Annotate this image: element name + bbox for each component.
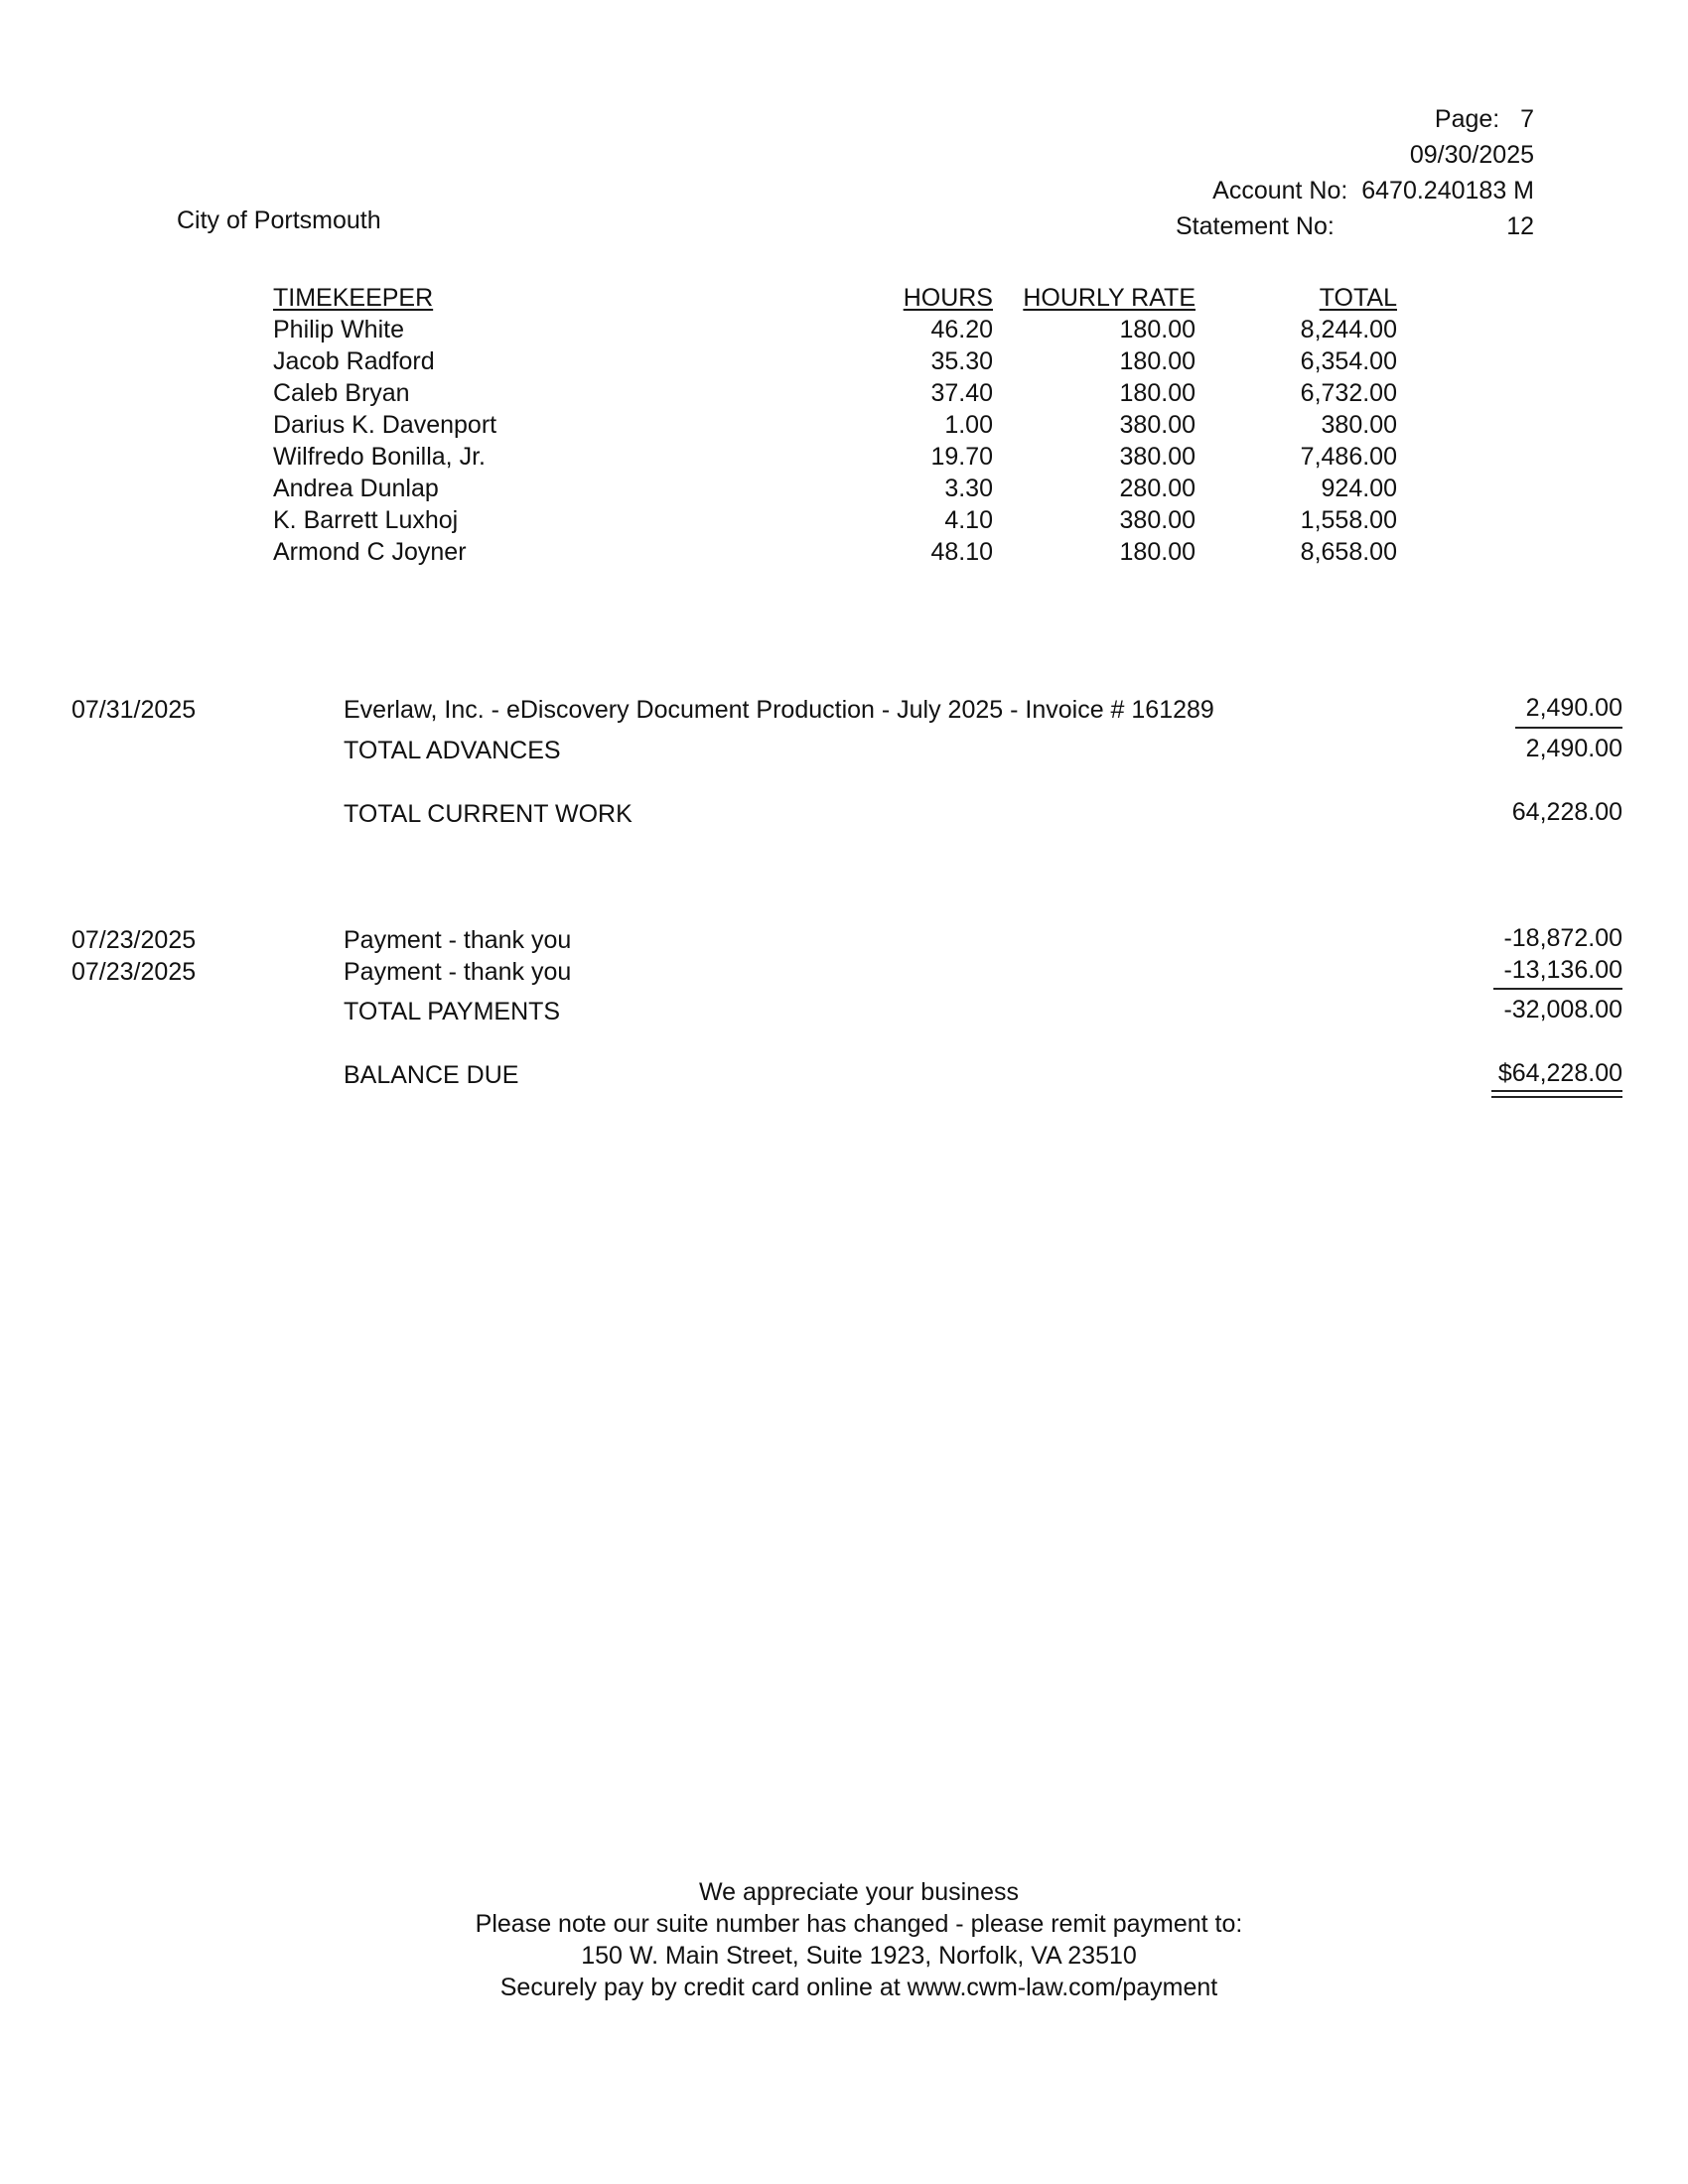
column-header-hourly-rate: HOURLY RATE	[1023, 284, 1196, 312]
total-payments-amount: -32,008.00	[1503, 996, 1622, 1024]
timekeeper-header-row	[0, 286, 1688, 318]
timekeeper-rate: 380.00	[1119, 506, 1196, 534]
timekeeper-hours: 37.40	[930, 379, 993, 407]
client-name: City of Portsmouth	[177, 206, 381, 234]
page-label: Page:	[1434, 105, 1500, 133]
payment-description: Payment - thank you	[344, 958, 572, 986]
timekeeper-hours: 35.30	[930, 347, 993, 375]
timekeeper-hours: 1.00	[944, 411, 993, 439]
timekeeper-total: 7,486.00	[1300, 443, 1397, 471]
statement-label: Statement No:	[1176, 212, 1335, 240]
account-info	[1212, 179, 1534, 204]
timekeeper-name: Andrea Dunlap	[273, 475, 439, 502]
timekeeper-total: 6,732.00	[1300, 379, 1397, 407]
timekeeper-name: Armond C Joyner	[273, 538, 467, 566]
timekeeper-name: Philip White	[273, 316, 404, 343]
column-header-timekeeper: TIMEKEEPER	[273, 284, 434, 312]
timekeeper-rate: 180.00	[1119, 347, 1196, 375]
total-advances-label: TOTAL ADVANCES	[344, 737, 561, 764]
timekeeper-rate: 180.00	[1119, 379, 1196, 407]
footer-address: 150 W. Main Street, Suite 1923, Norfolk, VA 23510	[581, 1942, 1137, 1970]
timekeeper-total: 924.00	[1321, 475, 1397, 502]
balance-due-amount: $64,228.00	[1497, 1059, 1622, 1087]
page-info	[1435, 107, 1534, 132]
table-row	[0, 540, 1688, 572]
table-row	[0, 508, 1688, 540]
payment-amount: -13,136.00	[1503, 956, 1622, 984]
timekeeper-rate: 380.00	[1119, 443, 1196, 471]
timekeeper-rate: 280.00	[1119, 475, 1196, 502]
payment-amount: -18,872.00	[1503, 924, 1622, 952]
table-row	[0, 413, 1688, 445]
footer-remit-note: Please note our suite number has changed - please remit payment to:	[475, 1910, 1243, 1938]
advance-amount: 2,490.00	[1525, 694, 1622, 722]
timekeeper-rate: 380.00	[1119, 411, 1196, 439]
total-double-rule	[1491, 1090, 1622, 1098]
statement-date: 09/30/2025	[1409, 141, 1534, 169]
timekeeper-name: Wilfredo Bonilla, Jr.	[273, 443, 486, 471]
footer-thanks: We appreciate your business	[699, 1878, 1019, 1906]
timekeeper-rate: 180.00	[1119, 316, 1196, 343]
timekeeper-total: 380.00	[1321, 411, 1397, 439]
column-header-total: TOTAL	[1319, 284, 1397, 312]
table-row	[0, 477, 1688, 508]
advance-date: 07/31/2025	[71, 696, 197, 724]
footer	[0, 1880, 1688, 2007]
timekeeper-hours: 48.10	[930, 538, 993, 566]
timekeeper-name: K. Barrett Luxhoj	[273, 506, 459, 534]
table-row	[0, 445, 1688, 477]
timekeeper-hours: 19.70	[930, 443, 993, 471]
total-current-work-label: TOTAL CURRENT WORK	[344, 800, 633, 828]
subtotal-rule	[1515, 727, 1622, 729]
subtotal-rule	[1493, 988, 1622, 990]
table-row	[0, 318, 1688, 349]
timekeeper-hours: 46.20	[930, 316, 993, 343]
statement-number: 12	[1506, 212, 1534, 240]
account-label: Account No:	[1212, 177, 1348, 205]
footer-payment-link: Securely pay by credit card online at www.cwm-law.com/payment	[499, 1974, 1218, 2001]
timekeeper-total: 6,354.00	[1300, 347, 1397, 375]
total-advances-amount: 2,490.00	[1525, 735, 1622, 762]
advance-description: Everlaw, Inc. - eDiscovery Document Production - July 2025 - Invoice # 161289	[344, 696, 1214, 724]
timekeeper-total: 1,558.00	[1300, 506, 1397, 534]
timekeeper-total: 8,658.00	[1300, 538, 1397, 566]
payment-date: 07/23/2025	[71, 958, 197, 986]
page-number: 7	[1520, 105, 1534, 133]
timekeeper-name: Darius K. Davenport	[273, 411, 497, 439]
total-payments-label: TOTAL PAYMENTS	[344, 998, 561, 1025]
payment-description: Payment - thank you	[344, 926, 572, 954]
timekeeper-name: Jacob Radford	[273, 347, 435, 375]
table-row	[0, 381, 1688, 413]
column-header-hours: HOURS	[903, 284, 993, 312]
timekeeper-name: Caleb Bryan	[273, 379, 410, 407]
table-row	[0, 349, 1688, 381]
timekeeper-rate: 180.00	[1119, 538, 1196, 566]
total-current-work-amount: 64,228.00	[1511, 798, 1622, 826]
payment-date: 07/23/2025	[71, 926, 197, 954]
timekeeper-total: 8,244.00	[1300, 316, 1397, 343]
balance-due-label: BALANCE DUE	[344, 1061, 519, 1089]
timekeeper-hours: 4.10	[944, 506, 993, 534]
timekeeper-hours: 3.30	[944, 475, 993, 502]
account-number: 6470.240183 M	[1361, 177, 1534, 205]
